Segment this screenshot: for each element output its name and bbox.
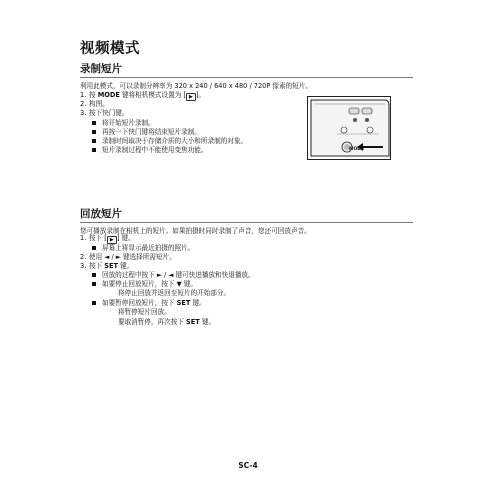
playback-step-2: 2. 使用 ◄ / ► 键选择所需短片。 <box>80 253 176 261</box>
record-intro: 利用此模式，可以录制分辨率为 320 x 240 / 640 x 480 / 720P 像素的短片。 <box>80 82 312 90</box>
playback-subline: 将暂停短片回放。 <box>118 308 171 316</box>
playback-subline: 将停止回放并返回至短片的开始部分。 <box>118 289 231 297</box>
bullet-square-icon <box>92 246 96 250</box>
section-heading-playback: 回放短片 <box>80 208 122 220</box>
record-step-2: 2. 构图。 <box>80 100 109 108</box>
step-number: 1. <box>80 91 87 99</box>
section-divider <box>80 77 413 78</box>
playback-step-3: 3. 按下 SET 键。 <box>80 262 134 270</box>
bullet-square-icon <box>92 273 96 277</box>
bullet-square-icon <box>92 282 96 286</box>
bullet-square-icon <box>92 301 96 305</box>
playback-intro: 您可播放录制在相机上的短片。如果拍摄时同时录制了声音，您还可回放声音。 <box>80 227 311 235</box>
playback-bullet: 如要停止回放短片，按下 ▼ 键。 <box>92 280 197 288</box>
playback-subline: 要取消暂停，再次按下 SET 键。 <box>118 318 216 326</box>
record-step-1: 1. 按 MODE 键将相机模式设置为 [ ▶ ]。 <box>80 91 206 100</box>
record-bullet: 将开始短片录制。 <box>92 119 155 127</box>
video-mode-icon: ▶ <box>186 93 196 101</box>
bullet-square-icon <box>92 148 96 152</box>
page-number: SC-4 <box>238 461 258 470</box>
record-step-3: 3. 按下快门键。 <box>80 109 129 117</box>
record-bullet: 再按一下快门键将结束短片录制。 <box>92 128 201 136</box>
playback-bullet: 如要暂停回放短片，按下 SET 键。 <box>92 299 206 307</box>
playback-icon: ▶ <box>107 236 117 244</box>
section-divider <box>80 222 413 223</box>
record-bullet: 录制时间取决于存储介质的大小和所录制的对象。 <box>92 137 247 145</box>
playback-bullet: 屏幕上将显示最近拍摄的照片。 <box>92 244 194 252</box>
bullet-square-icon <box>92 121 96 125</box>
bullet-square-icon <box>92 139 96 143</box>
page-title: 视频模式 <box>80 41 140 57</box>
playback-step-1: 1. 按下 [ ▶ ] 键。 <box>80 234 135 243</box>
record-bullet: 短片录制过程中不能使用变焦功能。 <box>92 146 208 154</box>
playback-bullet: 回放的过程中按下 ► / ◄ 键可快进播放和快退播放。 <box>92 271 255 279</box>
bullet-square-icon <box>92 130 96 134</box>
camera-mode-label: MODE <box>349 147 365 152</box>
section-heading-record: 录制短片 <box>80 63 122 75</box>
